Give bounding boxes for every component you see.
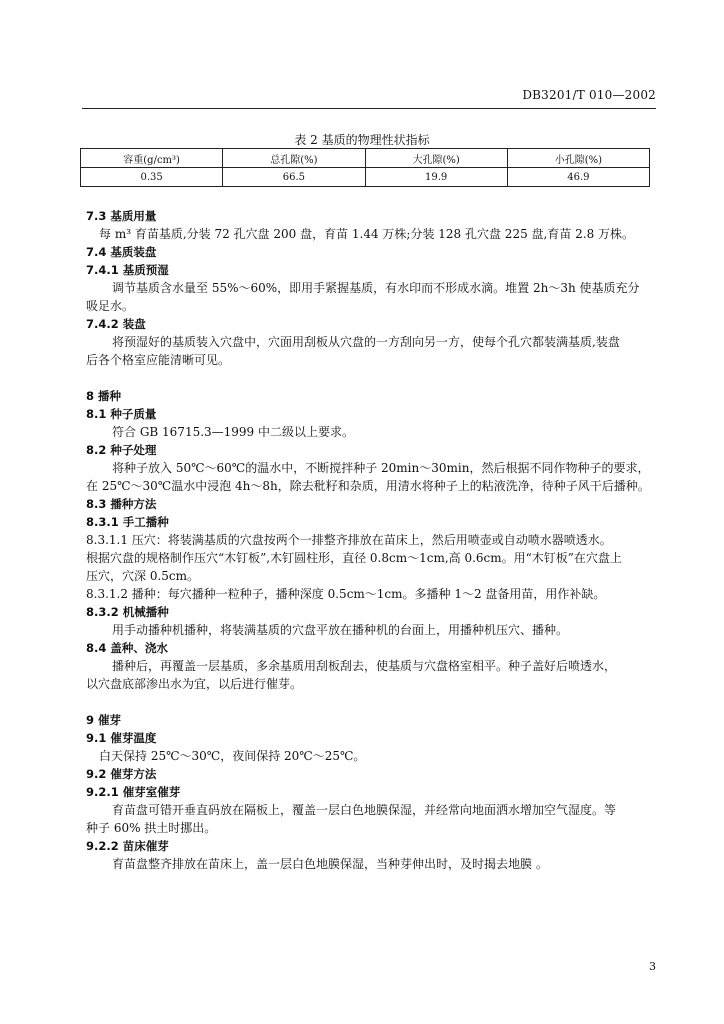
paragraph-line: 调节基质含水量至 55%～60%，即用手紧握基质，有水印而不形成水滴。堆置 2h～3h 使基质充分 (112, 281, 640, 295)
table-cell: 46.9 (507, 168, 649, 187)
section-heading: 7.3 基质用量 (86, 209, 157, 223)
paragraph-line: 以穴盘底部渗出水为宜，以后进行催芽。 (86, 677, 303, 691)
paragraph-line: 育苗盘可错开垂直码放在隔板上，覆盖一层白色地膜保湿，并经常向地面洒水增加空气湿度。等 (112, 803, 617, 817)
page-number: 3 (649, 960, 656, 973)
paragraph-line: 符合 GB 16715.3—1999 中二级以上要求。 (112, 425, 355, 439)
paragraph-line: 将预湿好的基质装入穴盘中，穴面用刮板从穴盘的一方刮向另一方，使每个孔穴都装满基质,装盘 (112, 335, 620, 349)
subsection-heading: 7.4.2 装盘 (86, 317, 146, 331)
paragraph-line: 播种后，再覆盖一层基质，多余基质用刮板刮去，使基质与穴盘格室相平。种子盖好后喷透水， (112, 659, 617, 673)
section-heading: 9.2 催芽方法 (86, 767, 157, 781)
table-row (81, 168, 650, 187)
physical-properties-table (80, 148, 650, 187)
paragraph-line: 压穴，穴深 0.5cm。 (86, 569, 199, 583)
paragraph-line: 将种子放入 50℃～60℃的温水中，不断搅拌种子 20min～30min，然后根据不同作物种子的要求， (112, 461, 650, 475)
section-heading: 9.1 催芽温度 (86, 731, 157, 745)
table-caption: 表 2 基质的物理性状指标 (294, 133, 430, 147)
paragraph-line: 根据穴盘的规格制作压穴“木钉板”,木钉圆柱形，直径 0.8cm～1cm,高 0.6cm。用“木钉板”在穴盘上 (86, 551, 622, 565)
table-header-row (81, 149, 650, 168)
section-heading: 8.1 种子质量 (86, 407, 157, 421)
document-id: DB3201/T 010—2002 (522, 88, 656, 102)
paragraph-line: 白天保持 25℃～30℃，夜间保持 20℃～25℃。 (99, 749, 366, 763)
paragraph-line: 每 m³ 育苗基质,分装 72 孔穴盘 200 盘，育苗 1.44 万株;分装 128 孔穴盘 225 盘,育苗 2.8 万株。 (99, 227, 635, 241)
paragraph-line: 吸足水。 (86, 299, 135, 313)
subsection-heading: 8.3.1 手工播种 (86, 515, 169, 529)
column-header: 小孔隙(%) (507, 149, 649, 168)
column-header: 总孔隙(%) (223, 149, 365, 168)
subsection-heading: 9.2.2 苗床催芽 (86, 839, 169, 853)
section-heading: 8.3 播种方法 (86, 497, 157, 511)
document-body (86, 207, 662, 873)
subsection-heading: 7.4.1 基质预湿 (86, 263, 169, 277)
subsection-heading: 9.2.1 催芽室催芽 (86, 785, 181, 799)
paragraph-line: 8.3.1.1 压穴：将装满基质的穴盘按两个一排整齐排放在苗床上，然后用喷壶或自动喷水器喷透水。 (86, 533, 612, 547)
column-header: 大孔隙(%) (365, 149, 507, 168)
header-rule (82, 108, 656, 109)
paragraph-line: 后各个格室应能清晰可见。 (86, 353, 231, 367)
table-cell: 19.9 (365, 168, 507, 187)
paragraph-line: 育苗盘整齐排放在苗床上，盖一层白色地膜保湿，当种芽伸出时，及时揭去地膜 。 (112, 857, 548, 871)
subsection-heading: 8.3.2 机械播种 (86, 605, 169, 619)
paragraph-line: 种子 60% 拱土时挪出。 (86, 821, 217, 835)
paragraph-line: 用手动播种机播种，将装满基质的穴盘平放在播种机的台面上，用播种机压穴、播种。 (112, 623, 569, 637)
chapter-heading: 9 催芽 (86, 713, 122, 727)
table-cell: 0.35 (81, 168, 223, 187)
column-header: 容重(g/cm³) (81, 149, 223, 168)
section-heading: 8.4 盖种、浇水 (86, 641, 168, 655)
paragraph-line: 8.3.1.2 播种：每穴播种一粒种子，播种深度 0.5cm～1cm。多播种 1～2 盘备用苗，用作补缺。 (86, 587, 606, 601)
section-heading: 7.4 基质装盘 (86, 245, 157, 259)
section-heading: 8.2 种子处理 (86, 443, 157, 457)
chapter-heading: 8 播种 (86, 389, 122, 403)
paragraph-line: 在 25℃～30℃温水中浸泡 4h～8h，除去秕籽和杂质，用清水将种子上的粘液洗净，待种子风干后播种。 (86, 479, 650, 493)
table-cell: 66.5 (223, 168, 365, 187)
